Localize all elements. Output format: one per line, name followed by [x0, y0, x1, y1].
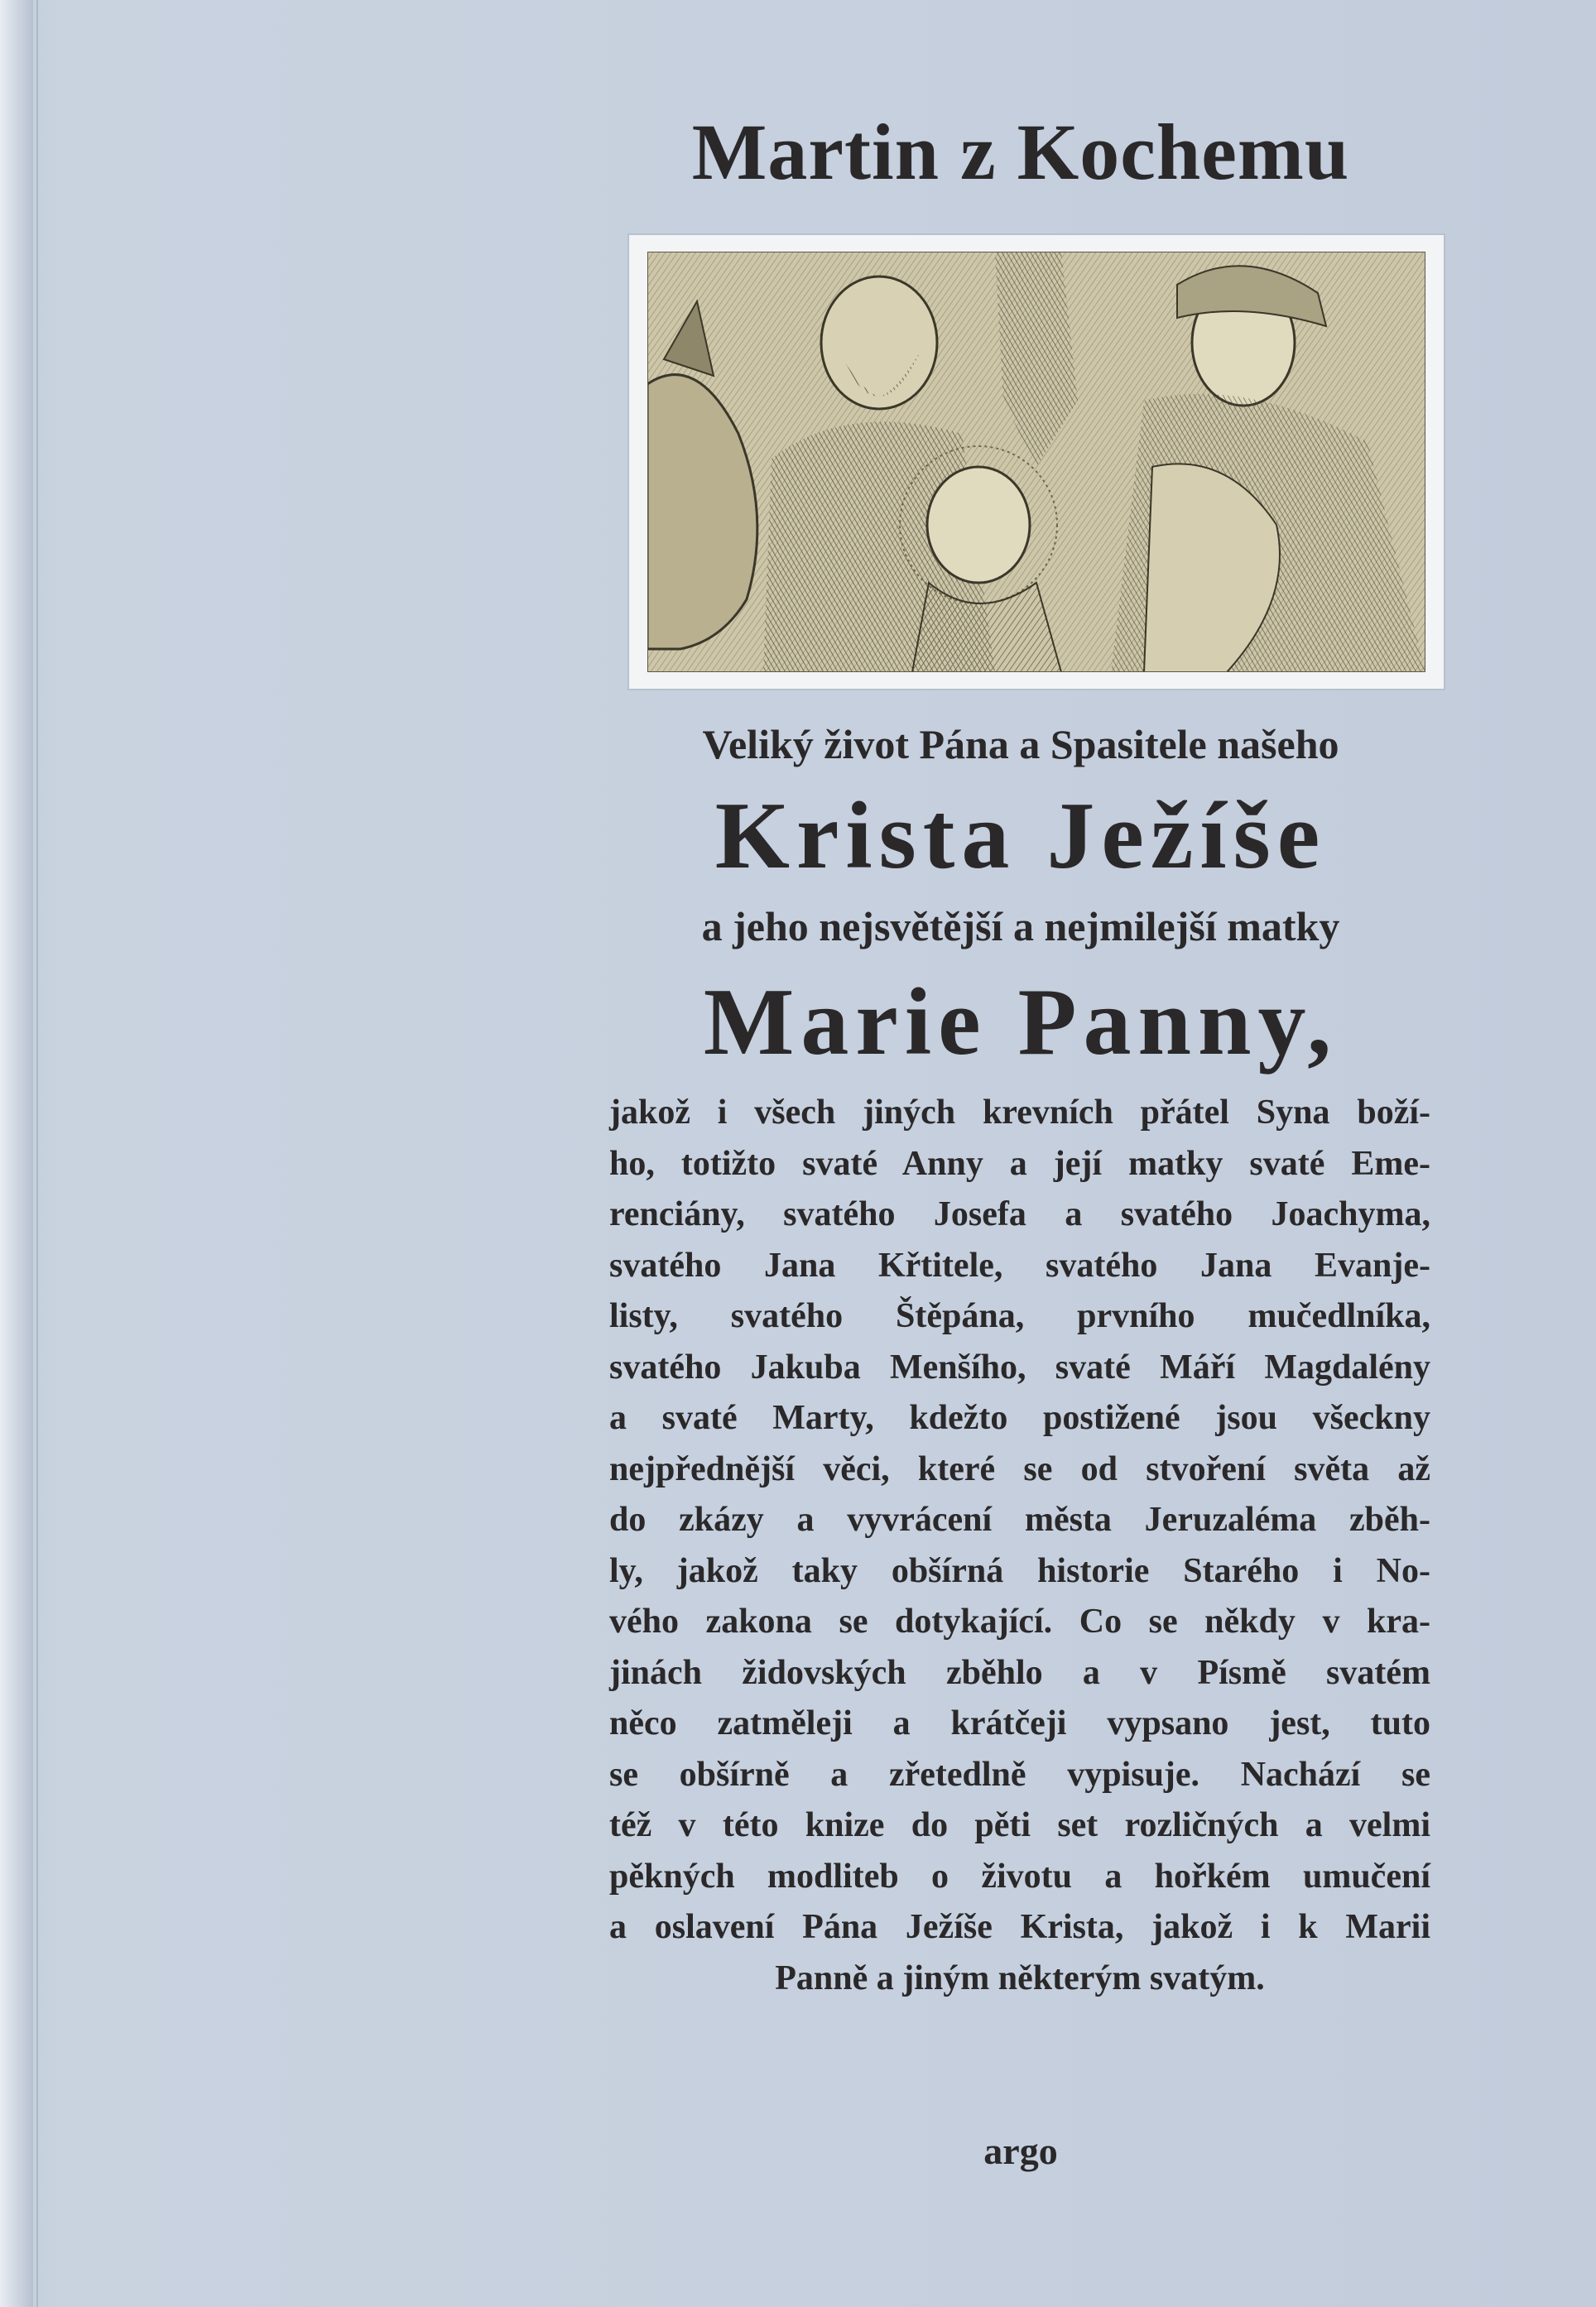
description-line: jakož i všech jiných krevních přátel Syna boží-: [609, 1093, 1430, 1132]
description-line: a svaté Marty, kdežto postižené jsou všeckny: [609, 1399, 1430, 1437]
description-text: [609, 1088, 1430, 2004]
description-line: vého zakona se dotykající. Co se někdy v kra-: [609, 1603, 1430, 1641]
description-line: listy, svatého Štěpána, prvního mučedlníka,: [609, 1297, 1430, 1335]
description-line: jinách židovských zběhlo a v Písmě svatém: [609, 1653, 1430, 1692]
description-line: ly, jakož taky obšírná historie Starého i No-: [609, 1551, 1430, 1590]
description-line: pěkných modliteb o životu a hořkém umučení: [609, 1857, 1430, 1896]
description-line: nejpřednější věci, které se od stvoření světa až: [609, 1449, 1430, 1488]
engraving-holy-family-icon: [647, 252, 1425, 672]
description-line: svatého Jakuba Menšího, svaté Máří Magdalény: [609, 1348, 1430, 1387]
subtitle-line: Veliký život Pána a Spasitele našeho: [702, 721, 1339, 767]
description-line: a oslavení Pána Ježíše Krista, jakož i k Marii: [609, 1908, 1430, 1946]
description-line: do zkázy a vyvrácení města Jeruzaléma zběh-: [609, 1501, 1430, 1539]
cover-hinge-line: [36, 0, 38, 2307]
description-line: ho, totižto svaté Anny a její matky svaté Eme-: [609, 1144, 1430, 1183]
description-line: se obšírně a zřetedlně vypisuje. Nachází se: [609, 1755, 1430, 1794]
publisher-name: argo: [983, 2130, 1058, 2172]
description-line: též v této knize do pěti set rozličných a velmi: [609, 1806, 1430, 1844]
description-line: renciány, svatého Josefa a svatého Joachyma,: [609, 1195, 1430, 1233]
title-name-2: Marie Panny,: [703, 969, 1339, 1075]
title-name-1: Krista Ježíše: [714, 783, 1327, 889]
description-line: svatého Jana Křtitele, svatého Jana Evanje-: [609, 1246, 1430, 1285]
description-line: něco zatměleji a krátčeji vypsano jest, tuto: [609, 1704, 1430, 1742]
author-name: Martin z Kochemu: [691, 108, 1350, 196]
subtitle-line-2: a jeho nejsvětější a nejmilejší matky: [701, 903, 1340, 949]
cover-spine-edge: [0, 0, 33, 2307]
illustration-frame: [629, 235, 1444, 689]
description-line: Panně a jiným některým svatým.: [775, 1959, 1265, 1997]
